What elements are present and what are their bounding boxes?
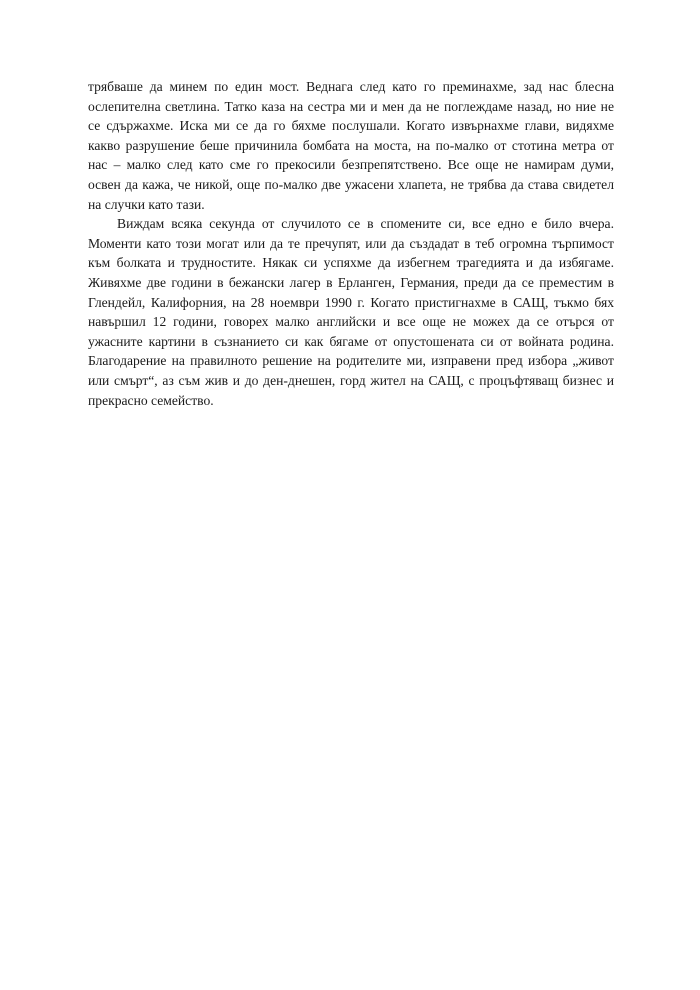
text-line: ослепителна светлина. Татко каза на сестра ми и мен да не поглеждаме назад, но ние не	[88, 98, 614, 114]
text-line: трябваше да минем по един мост. Веднага след като го преминахме, зад нас блесна	[88, 79, 614, 94]
text-line: Благодарение на правилното решение на родителите ми, изправени пред избора „живот	[88, 353, 614, 369]
body-text	[88, 77, 614, 410]
text-line: се сдържахме. Иска ми се да го бяхме послушали. Когато извърнахме глави, видяхме	[88, 118, 614, 134]
text-line: Глендейл, Калифорния, на 28 ноември 1990 г. Когато пристигнахме в САЩ, тъкмо бях	[88, 294, 614, 310]
text-line: Виждам всяка секунда от случилото се в спомените си, все едно е било вчера.	[117, 216, 614, 232]
text-line: ужасните картини в съзнанието си как бягаме от опустошената си от войната родина.	[88, 333, 614, 349]
text-line: към болката и трудностите. Някак си успяхме да избегнем трагедията и да избягаме.	[88, 255, 614, 271]
text-line: освен да кажа, че никой, още по-малко две ужасени хлапета, не трябва да става свидетел	[88, 176, 614, 192]
text-line: Моменти като този могат или да те пречупят, или да създадат в теб огромна търпимост	[88, 235, 614, 251]
text-line: какво разрушение беше причинила бомбата на моста, на по-малко от стотина метра от	[88, 137, 614, 153]
text-line: Живяхме две години в бежански лагер в Ерланген, Германия, преди да се преместим в	[88, 274, 614, 290]
text-line: прекрасно семейство.	[88, 392, 214, 408]
text-line: на случки като тази.	[88, 196, 205, 212]
text-line: навършил 12 години, говорех малко английски и все още не можех да се отърся от	[88, 314, 614, 330]
paragraph-1	[88, 77, 614, 214]
paragraph-2	[88, 214, 614, 410]
text-line: или смърт“, аз съм жив и до ден-днешен, горд жител на САЩ, с процъфтяващ бизнес и	[88, 372, 614, 388]
text-line: нас – малко след като сме го прекосили безпрепятствено. Все още не намирам думи,	[88, 157, 614, 173]
